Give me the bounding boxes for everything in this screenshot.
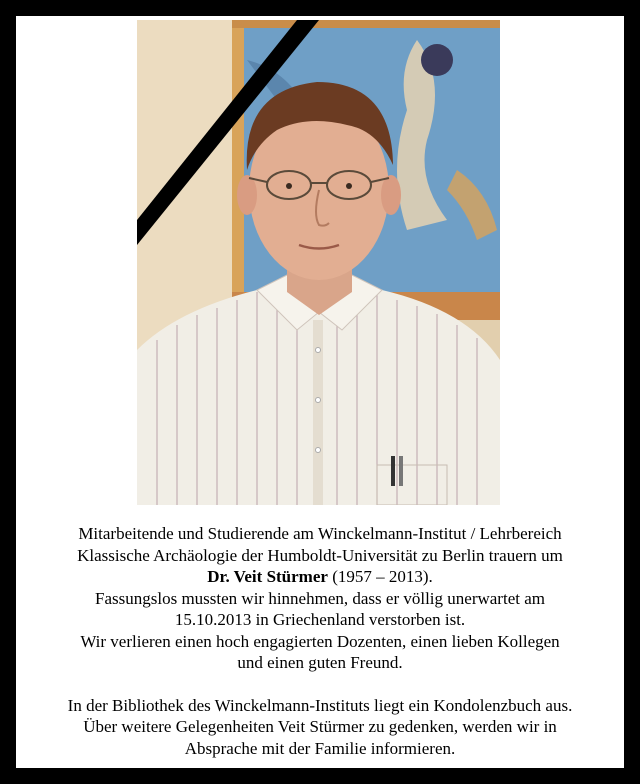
notice-line-1: Mitarbeitende und Studierende am Winckelmann-Institut / Lehrbereich	[78, 524, 562, 543]
notice-line-9: Über weitere Gelegenheiten Veit Stürmer zu gedenken, werden wir in	[83, 717, 557, 736]
memorial-notice-card	[16, 16, 624, 768]
portrait-illustration	[137, 20, 500, 505]
deceased-name: Dr. Veit Stürmer	[207, 567, 328, 586]
portrait-photo	[137, 20, 500, 505]
notice-line-8: In der Bibliothek des Winckelmann-Instituts liegt ein Kondolenzbuch aus.	[67, 695, 573, 715]
notice-line-2: Klassische Archäologie der Humboldt-Universität zu Berlin trauern um	[77, 545, 563, 565]
notice-line-3	[16, 566, 624, 588]
notice-line-5: 15.10.2013 in Griechenland verstorben ist.	[174, 610, 466, 629]
notice-line-10: Absprache mit der Familie informieren.	[184, 738, 456, 758]
notice-line-4: Fassungslos mussten wir hinnehmen, dass er völlig unerwartet am	[95, 588, 545, 608]
paragraph-gap	[16, 674, 624, 695]
notice-line-7: und einen guten Freund.	[237, 653, 403, 672]
life-years: (1957 – 2013).	[327, 567, 433, 586]
memorial-text	[16, 523, 624, 759]
notice-line-6: Wir verlieren einen hoch engagierten Dozenten, einen lieben Kollegen	[80, 631, 560, 651]
